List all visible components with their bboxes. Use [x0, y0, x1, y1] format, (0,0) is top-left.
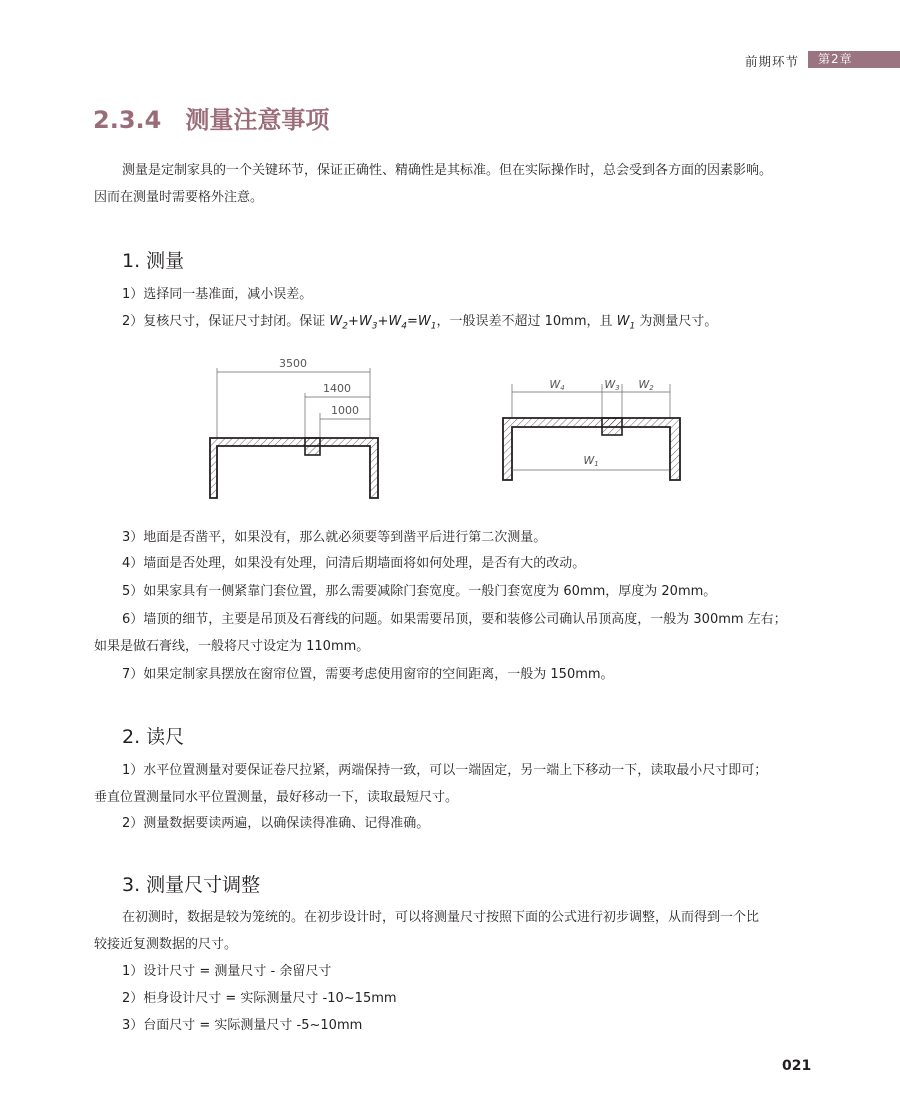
label-w3: W3 — [604, 378, 620, 392]
measure-item-2 — [122, 311, 717, 338]
wall-dimension-diagram — [200, 350, 390, 505]
dim-3500: 3500 — [279, 357, 307, 370]
w-formula-diagram — [495, 370, 685, 485]
measure-item-4: 4）墙面是否处理，如果没有处理，问清后期墙面将如何处理，是否有大的改动。 — [122, 556, 586, 571]
w1-symbol: $W_1$ — [616, 314, 636, 332]
measure-item-6b: 如果是做石膏线，一般将尺寸设定为 110mm。 — [94, 639, 370, 654]
section-number: 2.3.4 — [93, 106, 162, 134]
label-w2: W2 — [638, 378, 654, 392]
measure-item-2-post: ，一般误差不超过 10mm，且 — [436, 314, 617, 329]
intro-line-1: 测量是定制家具的一个关键环节，保证正确性、精确性是其标准。但在实际操作时，总会受到各方面的因素影响。 — [122, 163, 773, 178]
measure-item-1: 1）选择同一基准面，减小误差。 — [122, 287, 313, 302]
intro-line-2: 因而在测量时需要格外注意。 — [94, 190, 264, 205]
measure-item-7: 7）如果定制家具摆放在窗帘位置，需要考虑使用窗帘的空间距离，一般为 150mm。 — [122, 667, 614, 682]
label-w1: W1 — [583, 454, 599, 468]
reading-item-1b: 垂直位置测量同水平位置测量，最好移动一下，读取最短尺寸。 — [94, 790, 459, 805]
page-number: 021 — [782, 1058, 812, 1074]
measure-item-2-pre: 2）复核尺寸，保证尺寸封闭。保证 — [122, 314, 330, 329]
adjust-intro-b: 较接近复测数据的尺寸。 — [94, 937, 238, 952]
dim-1000: 1000 — [331, 404, 359, 417]
measure-item-6a: 6）墙顶的细节，主要是吊顶及石膏线的问题。如果需要吊顶，要和装修公司确认吊顶高度，一般为 300mm 左右； — [122, 612, 787, 627]
running-header: 前期环节 — [745, 54, 800, 69]
section-title — [93, 100, 329, 135]
adjust-item-3: 3）台面尺寸 = 实际测量尺寸 -5~10mm — [122, 1018, 363, 1033]
reading-item-2: 2）测量数据要读两遍，以确保读得准确、记得准确。 — [122, 816, 430, 831]
dim-1400: 1400 — [323, 382, 351, 395]
measure-item-5: 5）如果家具有一侧紧靠门套位置，那么需要减除门套宽度。一般门套宽度为 60mm，厚度为 20mm。 — [122, 584, 717, 599]
formula: $W_2+W_3+W_4=W_1$ — [329, 314, 437, 332]
reading-item-1a: 1）水平位置测量对要保证卷尺拉紧，两端保持一致，可以一端固定，另一端上下移动一下，读取最小尺寸即可； — [122, 763, 768, 778]
heading-adjust: 3. 测量尺寸调整 — [122, 874, 261, 896]
adjust-item-1: 1）设计尺寸 = 测量尺寸 - 余留尺寸 — [122, 964, 332, 979]
label-w4: W4 — [549, 378, 565, 392]
heading-reading: 2. 读尺 — [122, 726, 185, 748]
measure-item-3: 3）地面是否凿平，如果没有，那么就必须要等到凿平后进行第二次测量。 — [122, 530, 547, 545]
adjust-item-2: 2）柜身设计尺寸 = 实际测量尺寸 -10~15mm — [122, 991, 397, 1006]
heading-measure: 1. 测量 — [122, 250, 185, 272]
adjust-intro-a: 在初测时，数据是较为笼统的。在初步设计时，可以将测量尺寸按照下面的公式进行初步调整，从而得到一个比 — [122, 910, 760, 925]
chapter-tag: 第2章 — [808, 51, 900, 68]
section-title-text: 测量注意事项 — [185, 106, 330, 134]
measure-item-2-end: 为测量尺寸。 — [635, 314, 718, 329]
